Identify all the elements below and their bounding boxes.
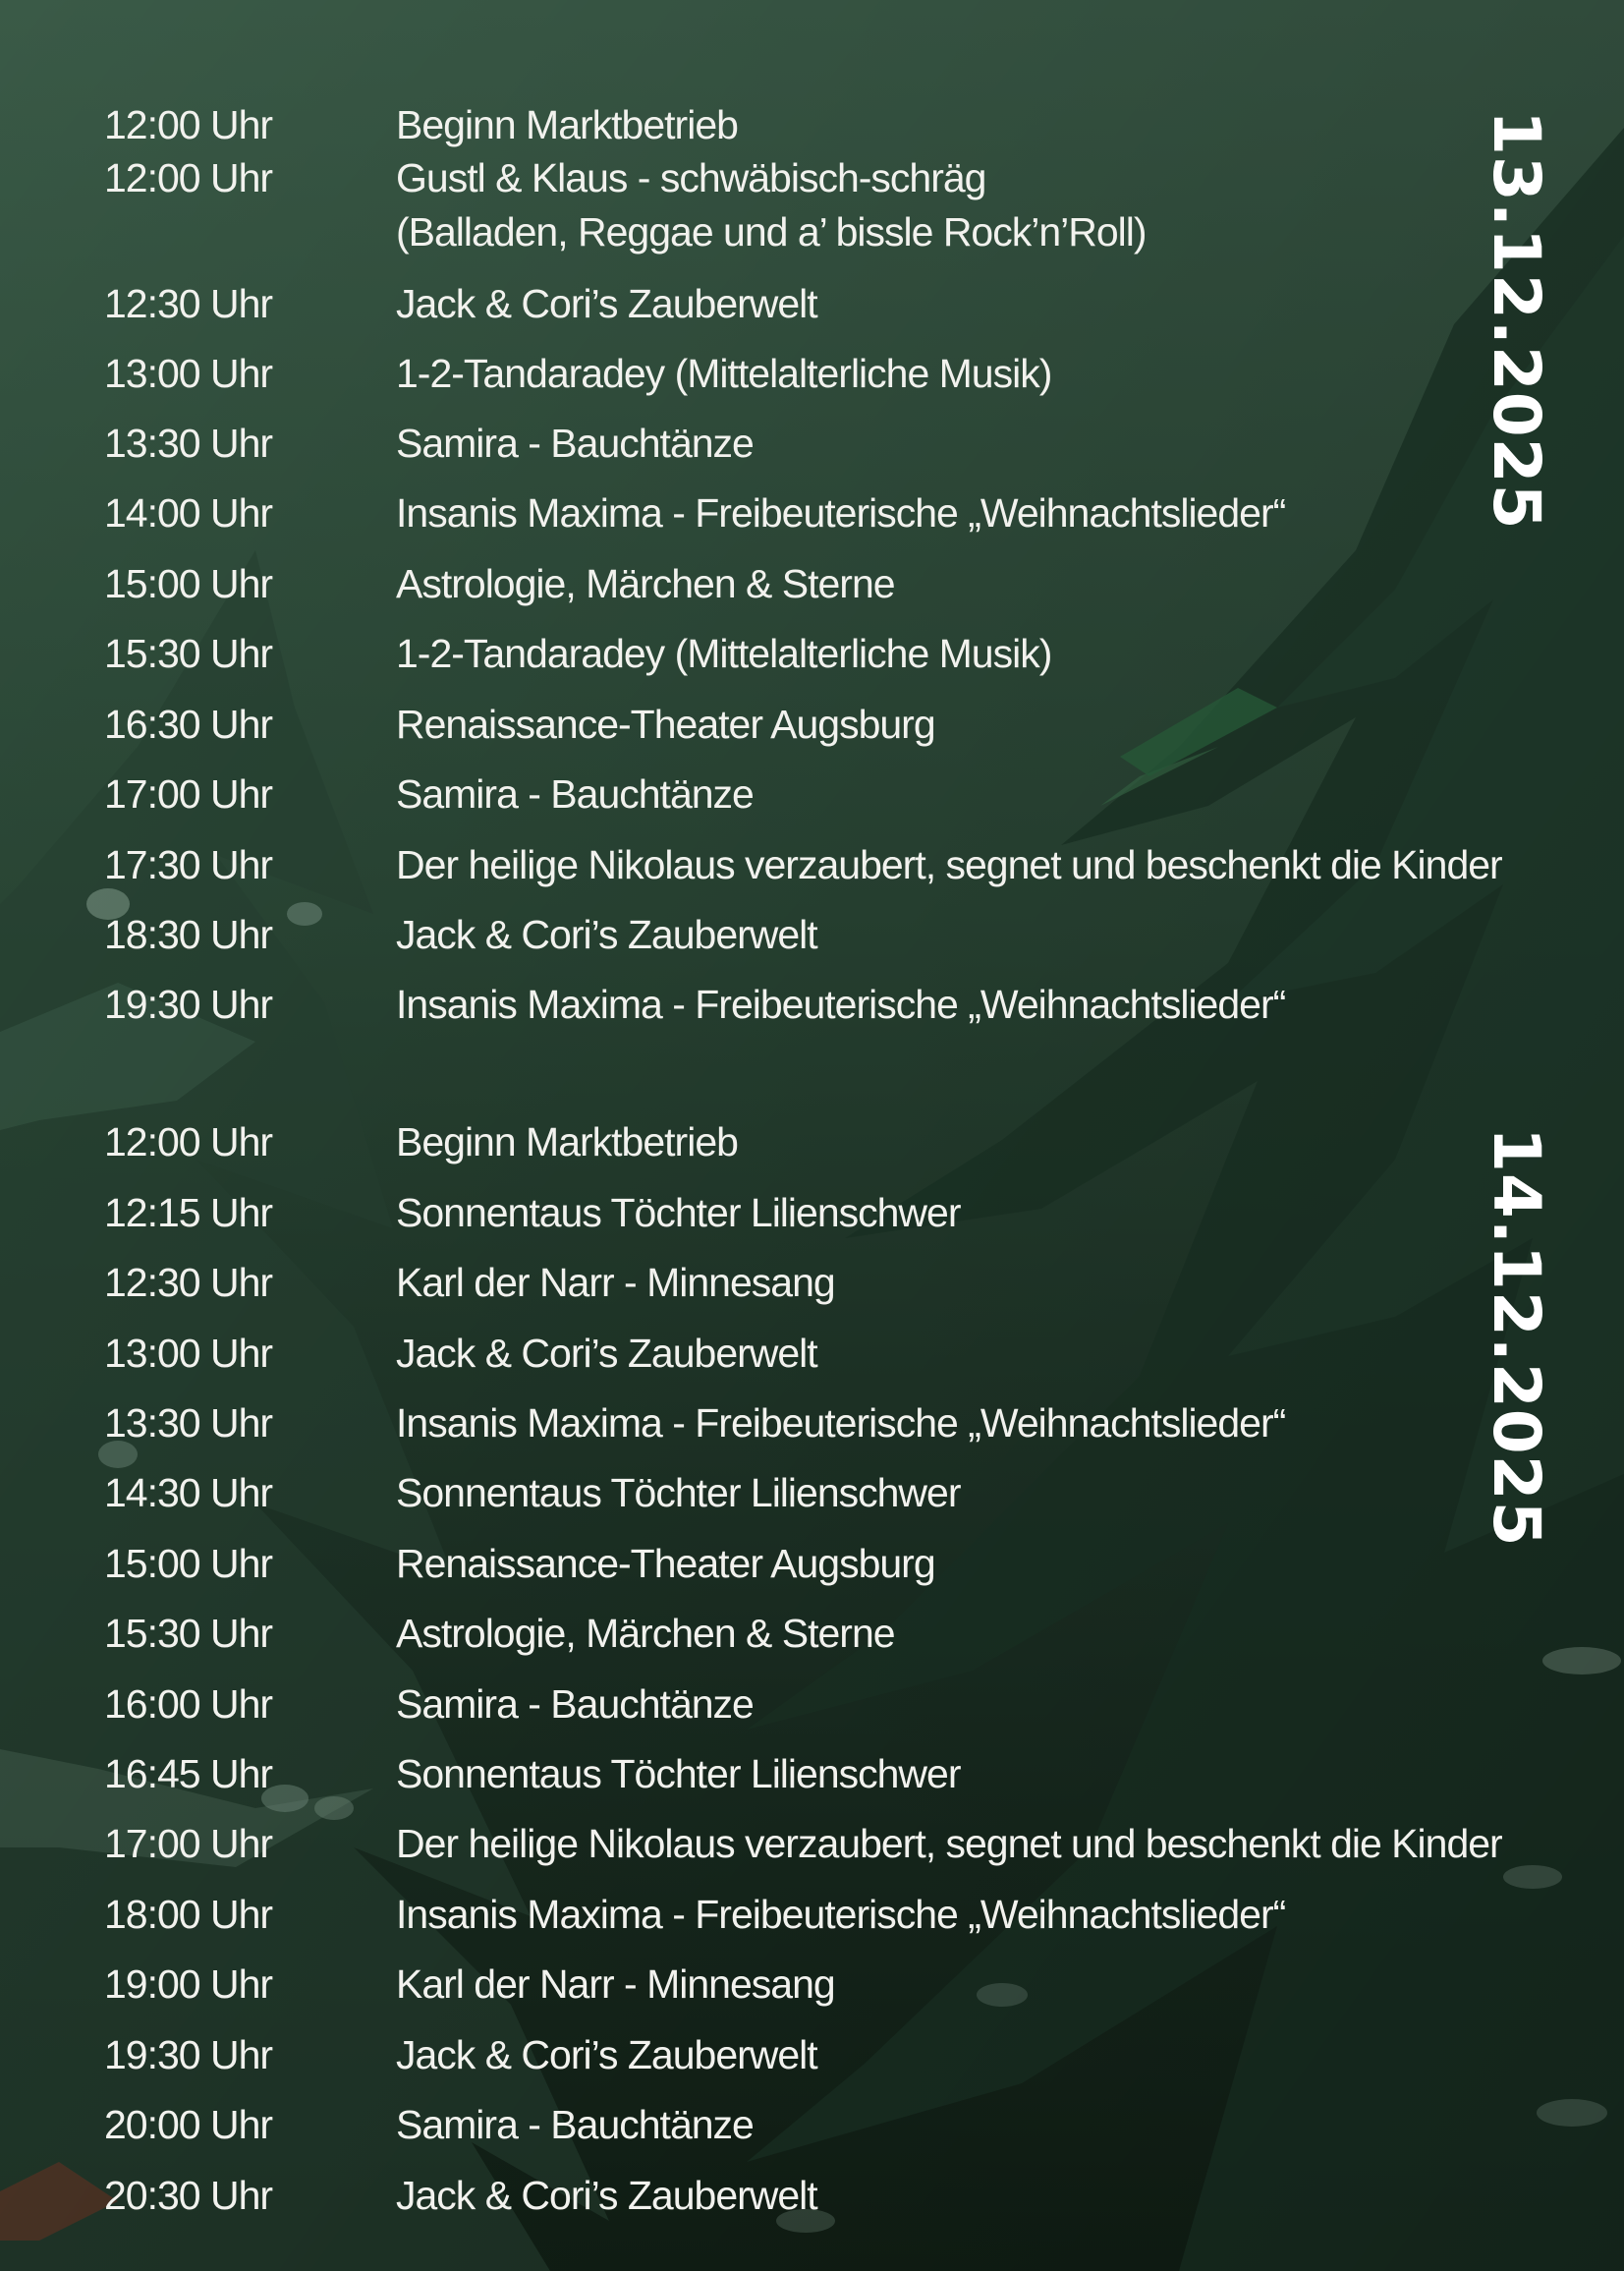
event-title: Astrologie, Märchen & Sterne bbox=[396, 1611, 895, 1656]
schedule-row bbox=[0, 2102, 1624, 2161]
schedule-row bbox=[0, 702, 1624, 761]
event-time: 13:00 Uhr bbox=[104, 1331, 273, 1376]
event-title: Karl der Narr - Minnesang bbox=[396, 1961, 835, 2007]
event-time: 12:15 Uhr bbox=[104, 1190, 273, 1235]
schedule-row bbox=[0, 912, 1624, 971]
schedule-row bbox=[0, 1190, 1624, 1249]
event-time: 18:30 Uhr bbox=[104, 912, 273, 957]
event-time: 14:00 Uhr bbox=[104, 490, 273, 536]
schedule-row bbox=[0, 1961, 1624, 2020]
event-time: 18:00 Uhr bbox=[104, 1892, 273, 1937]
schedule-row bbox=[0, 842, 1624, 901]
schedule-row bbox=[0, 2173, 1624, 2232]
event-title: Renaissance-Theater Augsburg bbox=[396, 1541, 935, 1586]
event-title: Sonnentaus Töchter Lilienschwer bbox=[396, 1470, 961, 1515]
event-title: Beginn Marktbetrieb bbox=[396, 1119, 738, 1164]
event-title: Insanis Maxima - Freibeuterische „Weihnachtslieder“ bbox=[396, 490, 1286, 536]
event-time: 16:30 Uhr bbox=[104, 702, 273, 747]
event-subtitle: (Balladen, Reggae und a’ bissle Rock’n’Roll) bbox=[396, 209, 1147, 255]
schedule-row bbox=[0, 1470, 1624, 1529]
schedule-row bbox=[0, 490, 1624, 549]
schedule-row bbox=[0, 1611, 1624, 1670]
event-title: Jack & Cori’s Zauberwelt bbox=[396, 2032, 817, 2077]
schedule-row bbox=[0, 1541, 1624, 1600]
event-title: Jack & Cori’s Zauberwelt bbox=[396, 2173, 817, 2218]
event-time: 12:00 Uhr bbox=[104, 102, 273, 147]
schedule-row bbox=[0, 771, 1624, 830]
event-time: 19:00 Uhr bbox=[104, 1961, 273, 2007]
event-title: Jack & Cori’s Zauberwelt bbox=[396, 1331, 817, 1376]
day-date: 14.12.2025 bbox=[1479, 1127, 1554, 1548]
schedule-row bbox=[0, 1892, 1624, 1951]
event-time: 15:30 Uhr bbox=[104, 631, 273, 676]
event-time: 17:00 Uhr bbox=[104, 1821, 273, 1866]
event-title: Der heilige Nikolaus verzaubert, segnet und beschenkt die Kinder bbox=[396, 842, 1502, 887]
schedule-row bbox=[0, 155, 1624, 255]
event-title: Renaissance-Theater Augsburg bbox=[396, 702, 935, 747]
event-title: Karl der Narr - Minnesang bbox=[396, 1260, 835, 1305]
schedule-row bbox=[0, 281, 1624, 340]
event-title: Samira - Bauchtänze bbox=[396, 1681, 754, 1727]
event-title: Gustl & Klaus - schwäbisch-schräg bbox=[396, 155, 986, 200]
schedule-row bbox=[0, 2032, 1624, 2091]
schedule-row bbox=[0, 1821, 1624, 1880]
event-title: Der heilige Nikolaus verzaubert, segnet und beschenkt die Kinder bbox=[396, 1821, 1502, 1866]
event-title: Samira - Bauchtänze bbox=[396, 2102, 754, 2147]
schedule-row bbox=[0, 1260, 1624, 1319]
schedule-row bbox=[0, 631, 1624, 690]
event-title: Insanis Maxima - Freibeuterische „Weihnachtslieder“ bbox=[396, 1400, 1286, 1446]
event-time: 16:00 Uhr bbox=[104, 1681, 273, 1727]
event-time: 13:30 Uhr bbox=[104, 421, 273, 466]
schedule-row bbox=[0, 351, 1624, 410]
event-time: 16:45 Uhr bbox=[104, 1751, 273, 1796]
event-time: 19:30 Uhr bbox=[104, 2032, 273, 2077]
schedule-row bbox=[0, 561, 1624, 620]
event-time: 12:00 Uhr bbox=[104, 155, 273, 200]
event-time: 15:00 Uhr bbox=[104, 1541, 273, 1586]
event-title: Insanis Maxima - Freibeuterische „Weihnachtslieder“ bbox=[396, 1892, 1286, 1937]
event-time: 12:00 Uhr bbox=[104, 1119, 273, 1164]
event-time: 19:30 Uhr bbox=[104, 982, 273, 1027]
event-title: Samira - Bauchtänze bbox=[396, 771, 754, 817]
event-title: 1-2-Tandaradey (Mittelalterliche Musik) bbox=[396, 631, 1052, 676]
event-title: Jack & Cori’s Zauberwelt bbox=[396, 281, 817, 326]
event-time: 15:30 Uhr bbox=[104, 1611, 273, 1656]
event-time: 12:30 Uhr bbox=[104, 1260, 273, 1305]
event-time: 15:00 Uhr bbox=[104, 561, 273, 606]
event-time: 20:30 Uhr bbox=[104, 2173, 273, 2218]
event-title: Samira - Bauchtänze bbox=[396, 421, 754, 466]
event-title: Astrologie, Märchen & Sterne bbox=[396, 561, 895, 606]
schedule-row bbox=[0, 1751, 1624, 1810]
event-time: 12:30 Uhr bbox=[104, 281, 273, 326]
event-title: Insanis Maxima - Freibeuterische „Weihnachtslieder“ bbox=[396, 982, 1286, 1027]
schedule-row bbox=[0, 982, 1624, 1041]
schedule-row bbox=[0, 1681, 1624, 1740]
schedule-row bbox=[0, 421, 1624, 480]
event-title: Jack & Cori’s Zauberwelt bbox=[396, 912, 817, 957]
schedule-row bbox=[0, 102, 1624, 161]
event-title: Beginn Marktbetrieb bbox=[396, 102, 738, 147]
event-title: 1-2-Tandaradey (Mittelalterliche Musik) bbox=[396, 351, 1052, 396]
schedule-row bbox=[0, 1119, 1624, 1178]
event-title: Sonnentaus Töchter Lilienschwer bbox=[396, 1751, 961, 1796]
event-time: 17:00 Uhr bbox=[104, 771, 273, 817]
event-time: 13:00 Uhr bbox=[104, 351, 273, 396]
schedule-row bbox=[0, 1331, 1624, 1390]
schedule-row bbox=[0, 1400, 1624, 1459]
event-title: Sonnentaus Töchter Lilienschwer bbox=[396, 1190, 961, 1235]
event-time: 17:30 Uhr bbox=[104, 842, 273, 887]
day-date: 13.12.2025 bbox=[1479, 110, 1554, 531]
event-time: 13:30 Uhr bbox=[104, 1400, 273, 1446]
event-time: 14:30 Uhr bbox=[104, 1470, 273, 1515]
event-time: 20:00 Uhr bbox=[104, 2102, 273, 2147]
